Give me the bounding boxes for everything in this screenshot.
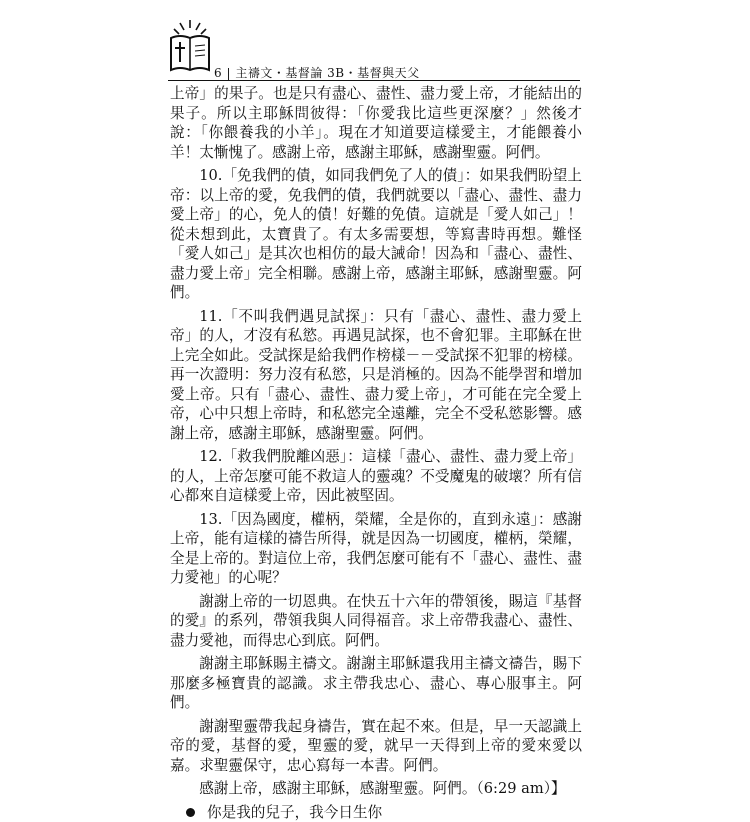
running-header	[214, 64, 420, 81]
bullet-item	[170, 803, 582, 822]
body-text	[170, 84, 582, 822]
paragraph-10: 10.「免我們的債，如同我們免了人的債」：如果我們盼望上帝：以上帝的愛，免我們的債，我們就要以「盡心、盡性、盡力愛上帝」的心，免人的債！好難的免債。這就是「愛人如己」！從未想到此，太寶貴了。有太多需要想，等寫書時再想。難怪「愛人如己」是其次也相仿的最大誡命！因為和「盡心、盡性、盡力愛上帝」完全相聯。感謝上帝，感謝主耶穌，感謝聖靈。阿們。	[170, 166, 582, 303]
paragraph-11: 11.「不叫我們遇見試探」：只有「盡心、盡性、盡力愛上帝」的人，才沒有私慾。再遇見試探，也不會犯罪。主耶穌在世上完全如此。受試探是給我們作榜樣－－受試探不犯罪的榜樣。再一次證明：努力沒有私慾，只是消極的。因為不能學習和增加愛上帝。只有「盡心、盡性、盡力愛上帝」，才可能在完全愛上帝，心中只想上帝時，和私慾完全遠離，完全不受私慾影響。感謝上帝，感謝主耶穌，感謝聖靈。阿們。	[170, 307, 582, 444]
paragraph-12: 12.「救我們脫離凶惡」：這樣「盡心、盡性、盡力愛上帝」的人，上帝怎麼可能不救這人的靈魂？不受魔鬼的破壞？所有信心都來自這樣愛上帝，因此被堅固。	[170, 447, 582, 506]
bullet-dot-icon	[186, 808, 195, 817]
bullet-text: 你是我的兒子，我今日生你	[207, 803, 382, 822]
page-number: 6	[214, 66, 222, 80]
paragraph-thanks-god: 謝謝上帝的一切恩典。在快五十六年的帶領後，賜這『基督的愛』的系列，帶領我與人同得福音。求上帝帶我盡心、盡性、盡力愛祂，而得忠心到底。阿們。	[170, 592, 582, 651]
open-book-cross-icon	[168, 18, 212, 74]
running-title: 主禱文・基督論 3B・基督與天父	[235, 66, 419, 80]
paragraph-thanks-jesus: 謝謝主耶穌賜主禱文。謝謝主耶穌還我用主禱文禱告，賜下那麼多極寶貴的認識。求主帶我忠心、盡心、專心服事主。阿們。	[170, 654, 582, 713]
header-rule	[168, 80, 580, 81]
paragraph-closing: 感謝上帝，感謝主耶穌，感謝聖靈。阿們。（6:29 am）】	[170, 779, 582, 799]
paragraph-continuation: 上帝」的果子。也是只有盡心、盡性、盡力愛上帝，才能結出的果子。所以主耶穌問彼得：「你愛我比這些更深麼？」然後才說：「你餵養我的小羊」。現在才知道要這樣愛主，才能餵養小羊！太慚愧了。感謝上帝，感謝主耶穌，感謝聖靈。阿們。	[170, 84, 582, 162]
paragraph-thanks-spirit: 謝謝聖靈帶我起身禱告，實在起不來。但是，早一天認識上帝的愛，基督的愛，聖靈的愛，就早一天得到上帝的愛來愛以嘉。求聖靈保守，忠心寫每一本書。阿們。	[170, 717, 582, 776]
header-separator: |	[226, 66, 235, 80]
paragraph-13: 13.「因為國度，權柄，榮耀，全是你的，直到永遠」：感謝上帝，能有這樣的禱告所得，就是因為一切國度，權柄，榮耀，全是上帝的。對這位上帝，我們怎麼可能有不「盡心、盡性、盡力愛祂」的心呢？	[170, 510, 582, 588]
